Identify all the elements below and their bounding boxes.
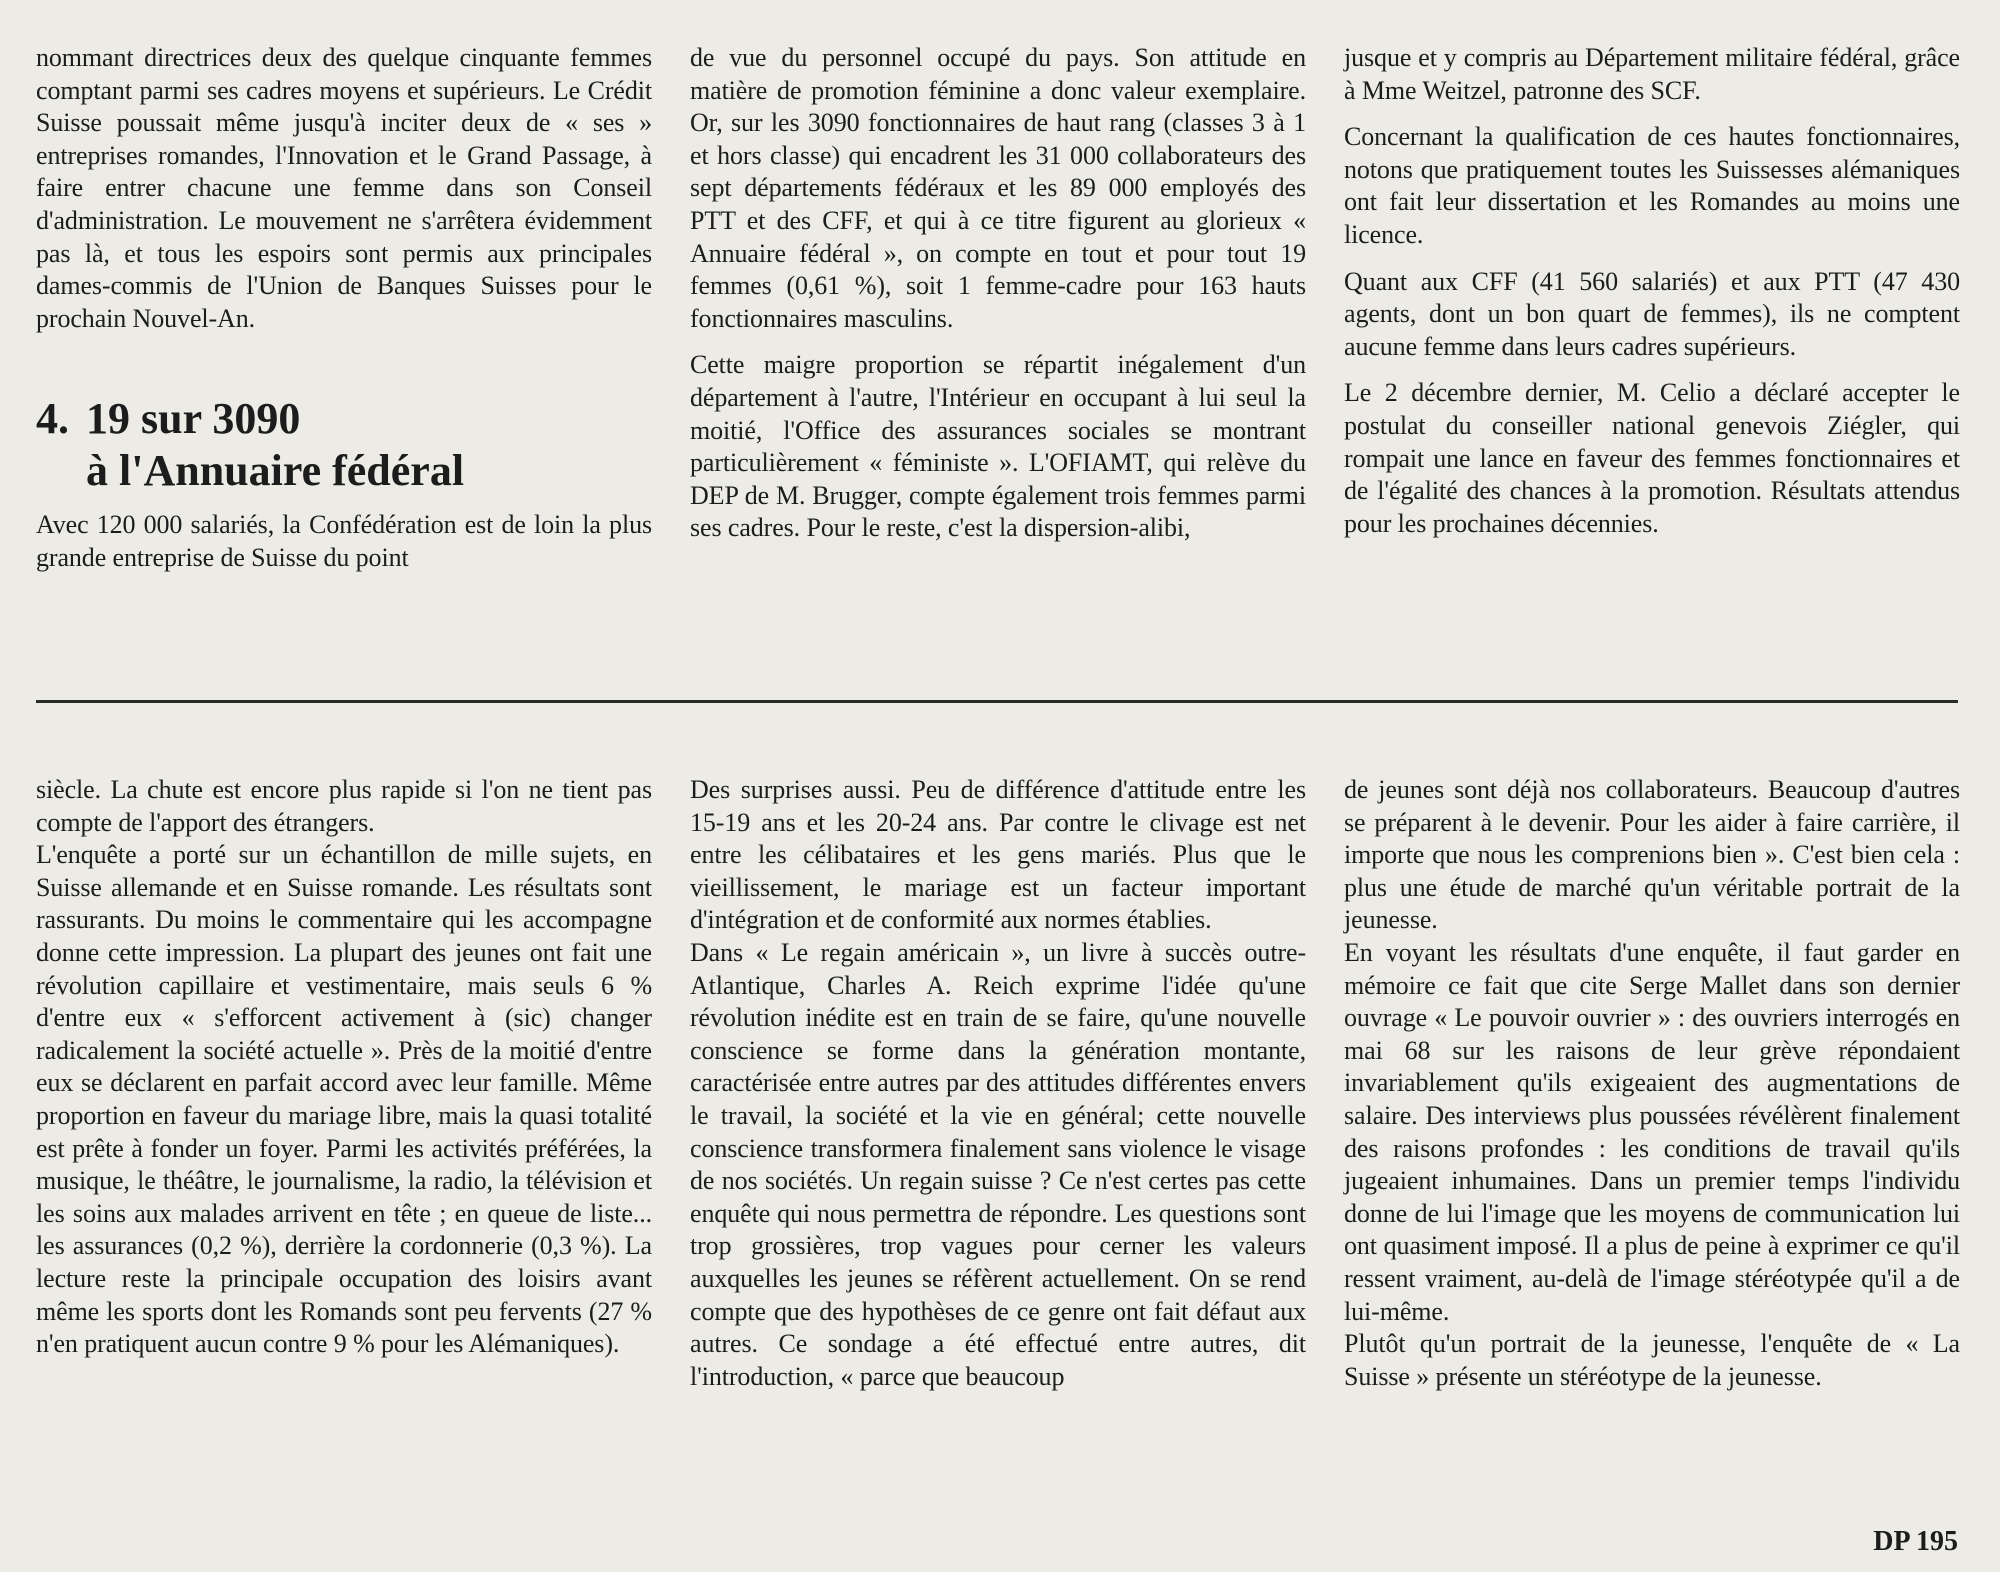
bottom-column-3	[1344, 774, 1960, 1393]
page-number: DP 195	[1873, 1526, 1958, 1557]
paragraph: siècle. La chute est encore plus rapide si l'on ne tient pas compte de l'apport des étrangers.	[36, 775, 652, 837]
paragraph: nommant directrices deux des quelque cinquante femmes comptant parmi ses cadres moyens et supérieurs. Le Crédit Suisse poussait même jusqu'à inciter deux de « ses » entreprises romandes, l'Innovation et le Grand Passage, à faire entrer chacune une femme dans son Conseil d'administration. Le mouvement ne s'arrêtera évidemment pas là, et tous les espoirs sont permis aux principales dames-commis de l'Union de Banques Suisses pour le prochain Nouvel-An.	[36, 43, 652, 333]
heading-number: 4.	[36, 394, 69, 444]
paragraph: Plutôt qu'un portrait de la jeunesse, l'enquête de « La Suisse » présente un stéréotype de la jeunesse.	[1344, 1329, 1960, 1391]
top-column-2	[690, 42, 1306, 559]
section-heading	[36, 393, 652, 497]
paragraph: Des surprises aussi. Peu de différence d'attitude entre les 15-19 ans et les 20-24 ans. Par contre le clivage est net entre les célibataires et les gens mariés. Plus que le vieillissement, le mariage est un facteur important d'intégration et de conformité aux normes établies.	[690, 775, 1306, 935]
paragraph: de vue du personnel occupé du pays. Son attitude en matière de promotion féminine a donc valeur exemplaire. Or, sur les 3090 fonctionnaires de haut rang (classes 3 à 1 et hors classe) qui encadrent les 31 000 collaborateurs des sept départements fédéraux et les 89 000 employés des PTT et des CFF, et qui à ce titre figurent au glorieux « Annuaire fédéral », on compte en tout et pour tout 19 femmes (0,61 %), soit 1 femme-cadre pour 163 hauts fonctionnaires masculins.	[690, 43, 1306, 333]
paragraph: En voyant les résultats d'une enquête, il faut garder en mémoire ce fait que cite Serge Mallet dans son dernier ouvrage « Le pouvoir ouvrier » : des ouvriers interrogés en mai 68 sur les raisons de leur grève répondaient invariablement qu'ils exigeaient des augmentations de salaire. Des interviews plus poussées révélèrent finalement des raisons profondes : les conditions de travail qu'ils jugeaient inhumaines. Dans un premier temps l'individu donne de lui l'image que les moyens de communication lui ont quasiment imposé. Il a plus de peine à exprimer ce qu'il ressent vraiment, au-delà de l'image stéréotypée qu'il a de lui-même.	[1344, 937, 1960, 1326]
paragraph: Concernant la qualification de ces hautes fonctionnaires, notons que pratiquement toutes les Suissesses alémaniques ont fait leur dissertation et les Romandes au moins une licence.	[1344, 122, 1960, 249]
paragraph: Quant aux CFF (41 560 salariés) et aux PTT (47 430 agents, dont un bon quart de femmes), ils ne comptent aucune femme dans leurs cadres supérieurs.	[1344, 266, 1960, 361]
paragraph: L'enquête a porté sur un échantillon de mille sujets, en Suisse allemande et en Suisse romande. Les résultats sont rassurants. Du moins le commentaire qui les accompagne donne cette impression. La plupart des jeunes ont fait une révolution capillaire et vestimentaire, mais seuls 6 % d'entre eux « s'efforcent activement à (sic) changer radicalement la société actuelle ». Près de la moitié d'entre eux se déclarent en parfait accord avec leur famille. Même proportion en faveur du mariage libre, mais la quasi totalité est prête à fonder un foyer. Parmi les activités préférées, la musique, le théâtre, le journalisme, la radio, la télévision et les soins aux malades arrivent en tête ; en queue de liste... les assurances (0,2 %), derrière la cordonnerie (0,3 %). La lecture reste la principale occupation des loisirs avant même les sports dont les Romands sont peu fervents (27 % n'en pratiquent aucun contre 9 % pour les Alémaniques).	[36, 840, 652, 1359]
paragraph: de jeunes sont déjà nos collaborateurs. Beaucoup d'autres se préparent à le devenir. Pour les aider à faire carrière, il importe que nous les comprenions bien ». C'est bien cela : plus une étude de marché qu'un véritable portrait de la jeunesse.	[1344, 775, 1960, 935]
bottom-column-2	[690, 774, 1306, 1393]
paragraph: Dans « Le regain américain », un livre à succès outre-Atlantique, Charles A. Reich exprime l'idée qu'une révolution inédite est en train de se faire, qu'une nouvelle conscience se forme dans la génération montante, caractérisée entre autres par des attitudes différentes envers le travail, la société et la vie en général; cette nouvelle conscience transformera finalement sans violence le visage de nos sociétés. Un regain suisse ? Ce n'est certes pas cette enquête qui nous permettra de répondre. Les questions sont trop grossières, trop vagues pour cerner les valeurs auxquelles les jeunes se réfèrent actuellement. On se rend compte que des hypothèses de ce genre ont fait défaut aux autres. Ce sondage a été effectué entre autres, dit l'introduction, « parce que beaucoup	[690, 937, 1306, 1391]
top-column-1	[36, 42, 652, 589]
heading-line-1: 19 sur 3090	[86, 394, 301, 444]
top-column-3	[1344, 42, 1960, 554]
bottom-column-1	[36, 774, 652, 1361]
paragraph: Cette maigre proportion se répartit inégalement d'un département à l'autre, l'Intérieur en occupant à lui seul la moitié, l'Office des assurances sociales se montrant particulièrement « féministe ». L'OFIAMT, qui relève du DEP de M. Brugger, compte également trois femmes parmi ses cadres. Pour le reste, c'est la dispersion-alibi,	[690, 350, 1306, 543]
heading-line-2: à l'Annuaire fédéral	[86, 446, 465, 496]
section-divider	[36, 700, 1958, 703]
paragraph: Avec 120 000 salariés, la Confédération est de loin la plus grande entreprise de Suisse du point	[36, 510, 652, 572]
paragraph: jusque et y compris au Département militaire fédéral, grâce à Mme Weitzel, patronne des SCF.	[1344, 43, 1960, 105]
paragraph: Le 2 décembre dernier, M. Celio a déclaré accepter le postulat du conseiller national genevois Ziégler, qui rompait une lance en faveur des femmes fonctionnaires et de l'égalité des chances à la promotion. Résultats attendus pour les prochaines décennies.	[1344, 378, 1960, 538]
